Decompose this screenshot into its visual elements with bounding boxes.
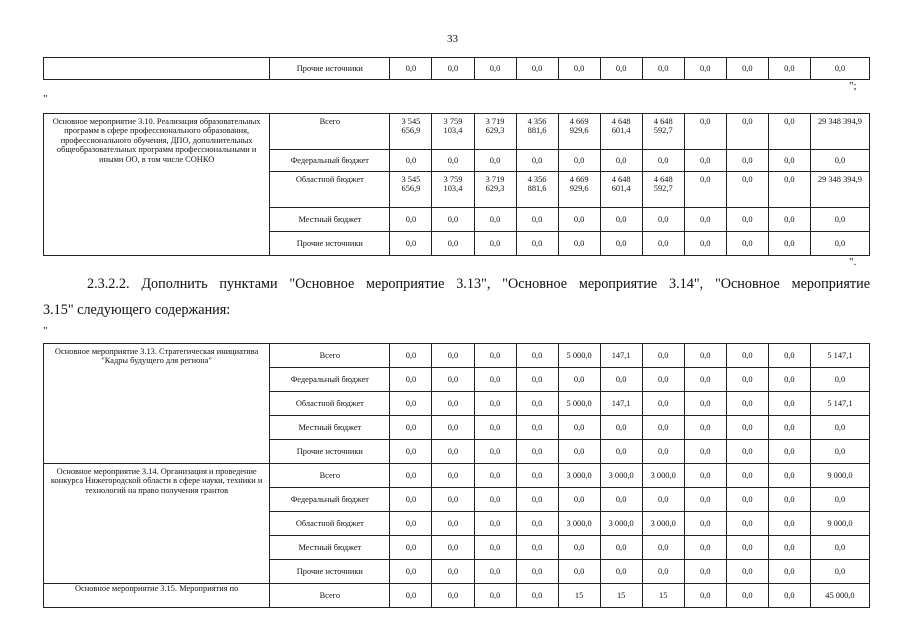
funding-source: Всего [270,344,390,368]
value-cell: 0,0 [432,232,474,256]
value-cell: 0,0 [432,464,474,488]
value-cell: 0,0 [768,512,810,536]
value-cell: 5 000,0 [558,344,600,368]
value-cell: 0,0 [768,114,810,150]
value-cell: 4 669 929,6 [558,172,600,208]
value-cell: 15 [600,584,642,608]
value-cell: 0,0 [516,584,558,608]
value-cell: 0,0 [726,560,768,584]
value-cell: 0,0 [390,392,432,416]
value-cell: 0,0 [684,232,726,256]
value-cell: 0,0 [516,560,558,584]
value-cell: 0,0 [432,416,474,440]
value-cell: 0,0 [768,536,810,560]
value-cell: 4 356 881,6 [516,172,558,208]
value-cell: 0,0 [432,58,474,80]
value-cell: 0,0 [684,114,726,150]
value-cell: 4 648 601,4 [600,172,642,208]
value-cell: 0,0 [768,584,810,608]
value-cell: 3 000,0 [558,512,600,536]
value-cell: 0,0 [768,488,810,512]
value-cell: 9 000,0 [810,512,869,536]
value-cell: 0,0 [684,58,726,80]
value-cell: 0,0 [474,512,516,536]
value-cell: 3 545 656,9 [390,114,432,150]
opening-quote: " [43,93,48,105]
amendment-paragraph [43,271,870,323]
value-cell: 0,0 [642,150,684,172]
value-cell: 0,0 [516,208,558,232]
value-cell: 0,0 [558,208,600,232]
value-cell: 0,0 [390,416,432,440]
value-cell: 3 000,0 [642,464,684,488]
value-cell: 0,0 [642,208,684,232]
value-cell: 0,0 [726,58,768,80]
value-cell: 3 000,0 [600,464,642,488]
value-cell: 0,0 [726,440,768,464]
closing-quote: ". [849,256,857,268]
value-cell: 0,0 [642,488,684,512]
value-cell: 5 000,0 [558,392,600,416]
value-cell: 0,0 [516,536,558,560]
value-cell: 0,0 [642,560,684,584]
funding-source: Прочие источники [270,560,390,584]
value-cell: 0,0 [390,368,432,392]
value-cell: 0,0 [768,368,810,392]
value-cell: 0,0 [432,368,474,392]
value-cell: 0,0 [516,512,558,536]
value-cell: 4 669 929,6 [558,114,600,150]
value-cell: 5 147,1 [810,392,869,416]
value-cell: 3 000,0 [642,512,684,536]
value-cell: 0,0 [642,344,684,368]
value-cell: 0,0 [684,392,726,416]
value-cell: 3 000,0 [558,464,600,488]
table-row [44,584,870,608]
value-cell: 0,0 [642,440,684,464]
value-cell: 0,0 [474,208,516,232]
value-cell: 0,0 [474,536,516,560]
funding-source: Областной бюджет [270,172,390,208]
value-cell: 0,0 [390,488,432,512]
value-cell: 0,0 [642,536,684,560]
value-cell: 0,0 [810,208,869,232]
value-cell: 0,0 [810,536,869,560]
value-cell: 0,0 [726,512,768,536]
value-cell: 0,0 [474,232,516,256]
funding-source: Местный бюджет [270,416,390,440]
measure-description: Основное мероприятие 3.10. Реализация образовательных программ в сфере профессионального образования, профессионального обучения, ДПО, дополнительных общеобразовательных программ профессиональными и иными ОО, в том числе СОНКО [44,114,270,256]
paragraph-line: 3.15" следующего содержания: [43,302,231,318]
closing-quote: "; [849,80,857,92]
value-cell: 0,0 [726,464,768,488]
measure-description: Основное мероприятие 3.13. Стратегическая инициатива "Кадры будущего для региона" [44,344,270,464]
value-cell: 0,0 [600,488,642,512]
value-cell: 0,0 [726,488,768,512]
value-cell: 0,0 [474,344,516,368]
value-cell: 0,0 [474,150,516,172]
value-cell: 0,0 [516,58,558,80]
value-cell: 3 719 629,3 [474,172,516,208]
opening-quote: " [43,325,48,337]
value-cell: 0,0 [558,368,600,392]
value-cell: 0,0 [390,560,432,584]
value-cell: 0,0 [516,344,558,368]
table-measures-3-13-to-3-15 [43,343,870,608]
value-cell: 0,0 [390,536,432,560]
table-row [44,114,870,150]
value-cell: 15 [558,584,600,608]
value-cell: 0,0 [474,440,516,464]
value-cell: 0,0 [558,560,600,584]
value-cell: 0,0 [684,344,726,368]
funding-source: Федеральный бюджет [270,150,390,172]
value-cell: 0,0 [558,232,600,256]
value-cell: 0,0 [558,488,600,512]
value-cell: 45 000,0 [810,584,869,608]
page-number: 33 [447,33,458,45]
value-cell: 0,0 [432,536,474,560]
value-cell: 15 [642,584,684,608]
value-cell: 3 000,0 [600,512,642,536]
value-cell: 0,0 [432,150,474,172]
value-cell: 3 759 103,4 [432,114,474,150]
value-cell: 0,0 [600,416,642,440]
value-cell: 4 356 881,6 [516,114,558,150]
value-cell: 0,0 [684,368,726,392]
value-cell: 4 648 601,4 [600,114,642,150]
value-cell: 29 348 394,9 [810,114,869,150]
value-cell: 0,0 [600,536,642,560]
value-cell: 0,0 [768,58,810,80]
value-cell: 0,0 [390,440,432,464]
value-cell: 9 000,0 [810,464,869,488]
value-cell: 0,0 [726,232,768,256]
value-cell: 0,0 [684,584,726,608]
value-cell: 0,0 [516,440,558,464]
value-cell: 0,0 [810,416,869,440]
value-cell: 0,0 [768,150,810,172]
table-row [44,58,870,80]
value-cell: 0,0 [516,416,558,440]
funding-source: Всего [270,464,390,488]
value-cell: 0,0 [768,440,810,464]
value-cell: 0,0 [558,416,600,440]
value-cell: 0,0 [810,488,869,512]
funding-source: Прочие источники [270,232,390,256]
value-cell: 0,0 [432,512,474,536]
value-cell: 0,0 [810,560,869,584]
value-cell: 0,0 [390,464,432,488]
value-cell: 0,0 [726,368,768,392]
value-cell: 4 648 592,7 [642,172,684,208]
value-cell: 0,0 [474,560,516,584]
funding-source: Областной бюджет [270,512,390,536]
value-cell: 0,0 [684,440,726,464]
paragraph-line: 2.3.2.2. Дополнить пунктами "Основное мероприятие 3.13", "Основное мероприятие 3.14", "Основное мероприятие [87,276,870,292]
funding-source: Всего [270,584,390,608]
value-cell: 4 648 592,7 [642,114,684,150]
funding-source: Федеральный бюджет [270,368,390,392]
table-row [44,464,870,488]
value-cell: 0,0 [558,58,600,80]
table-top-continuation [43,57,870,80]
value-cell: 0,0 [600,440,642,464]
value-cell: 147,1 [600,392,642,416]
value-cell: 0,0 [390,58,432,80]
value-cell: 0,0 [684,172,726,208]
value-cell: 0,0 [768,560,810,584]
value-cell: 0,0 [684,536,726,560]
value-cell: 0,0 [810,232,869,256]
value-cell: 0,0 [600,150,642,172]
value-cell: 0,0 [768,416,810,440]
value-cell: 0,0 [474,584,516,608]
value-cell: 0,0 [474,416,516,440]
value-cell: 0,0 [432,208,474,232]
funding-source: Прочие источники [270,440,390,464]
value-cell: 0,0 [642,58,684,80]
value-cell: 0,0 [390,512,432,536]
value-cell: 0,0 [642,416,684,440]
value-cell: 0,0 [684,560,726,584]
value-cell: 0,0 [432,440,474,464]
value-cell: 0,0 [558,440,600,464]
value-cell: 0,0 [768,172,810,208]
value-cell: 0,0 [726,114,768,150]
value-cell: 0,0 [810,368,869,392]
value-cell: 0,0 [600,232,642,256]
value-cell: 0,0 [768,208,810,232]
value-cell: 0,0 [768,344,810,368]
funding-source: Областной бюджет [270,392,390,416]
value-cell: 0,0 [726,172,768,208]
funding-source: Прочие источники [270,58,390,80]
value-cell: 0,0 [768,392,810,416]
value-cell: 0,0 [390,584,432,608]
funding-source: Местный бюджет [270,536,390,560]
value-cell: 0,0 [684,464,726,488]
value-cell: 0,0 [390,344,432,368]
value-cell: 0,0 [600,208,642,232]
table-row [44,344,870,368]
value-cell: 0,0 [768,464,810,488]
empty-cell [44,58,270,80]
value-cell: 0,0 [726,584,768,608]
value-cell: 0,0 [474,488,516,512]
funding-source: Федеральный бюджет [270,488,390,512]
value-cell: 0,0 [516,368,558,392]
funding-source: Всего [270,114,390,150]
value-cell: 0,0 [810,150,869,172]
value-cell: 0,0 [516,488,558,512]
value-cell: 0,0 [642,392,684,416]
value-cell: 0,0 [516,392,558,416]
value-cell: 0,0 [642,232,684,256]
value-cell: 0,0 [474,58,516,80]
value-cell: 0,0 [600,368,642,392]
measure-description: Основное мероприятие 3.15. Мероприятия по [44,584,270,608]
funding-source: Местный бюджет [270,208,390,232]
value-cell: 0,0 [600,560,642,584]
value-cell: 0,0 [516,464,558,488]
value-cell: 0,0 [684,416,726,440]
value-cell: 0,0 [684,208,726,232]
value-cell: 5 147,1 [810,344,869,368]
value-cell: 0,0 [432,344,474,368]
value-cell: 0,0 [474,464,516,488]
value-cell: 0,0 [516,232,558,256]
value-cell: 0,0 [390,150,432,172]
value-cell: 0,0 [726,416,768,440]
value-cell: 0,0 [516,150,558,172]
value-cell: 0,0 [684,512,726,536]
value-cell: 0,0 [390,232,432,256]
value-cell: 0,0 [810,58,869,80]
value-cell: 0,0 [726,344,768,368]
value-cell: 3 719 629,3 [474,114,516,150]
value-cell: 0,0 [726,392,768,416]
value-cell: 0,0 [474,368,516,392]
value-cell: 3 545 656,9 [390,172,432,208]
value-cell: 29 348 394,9 [810,172,869,208]
value-cell: 0,0 [432,584,474,608]
value-cell: 0,0 [726,150,768,172]
value-cell: 0,0 [642,368,684,392]
value-cell: 0,0 [810,440,869,464]
value-cell: 0,0 [390,208,432,232]
value-cell: 3 759 103,4 [432,172,474,208]
value-cell: 0,0 [600,58,642,80]
value-cell: 0,0 [684,150,726,172]
value-cell: 0,0 [558,150,600,172]
value-cell: 0,0 [432,392,474,416]
value-cell: 0,0 [474,392,516,416]
value-cell: 0,0 [432,560,474,584]
value-cell: 0,0 [558,536,600,560]
value-cell: 147,1 [600,344,642,368]
measure-description: Основное мероприятие 3.14. Организация и проведение конкурса Нижегородской области в сфере науки, техники и технологий на право получения грантов [44,464,270,584]
value-cell: 0,0 [684,488,726,512]
table-measure-3-10 [43,113,870,256]
value-cell: 0,0 [432,488,474,512]
value-cell: 0,0 [726,536,768,560]
value-cell: 0,0 [768,232,810,256]
value-cell: 0,0 [726,208,768,232]
